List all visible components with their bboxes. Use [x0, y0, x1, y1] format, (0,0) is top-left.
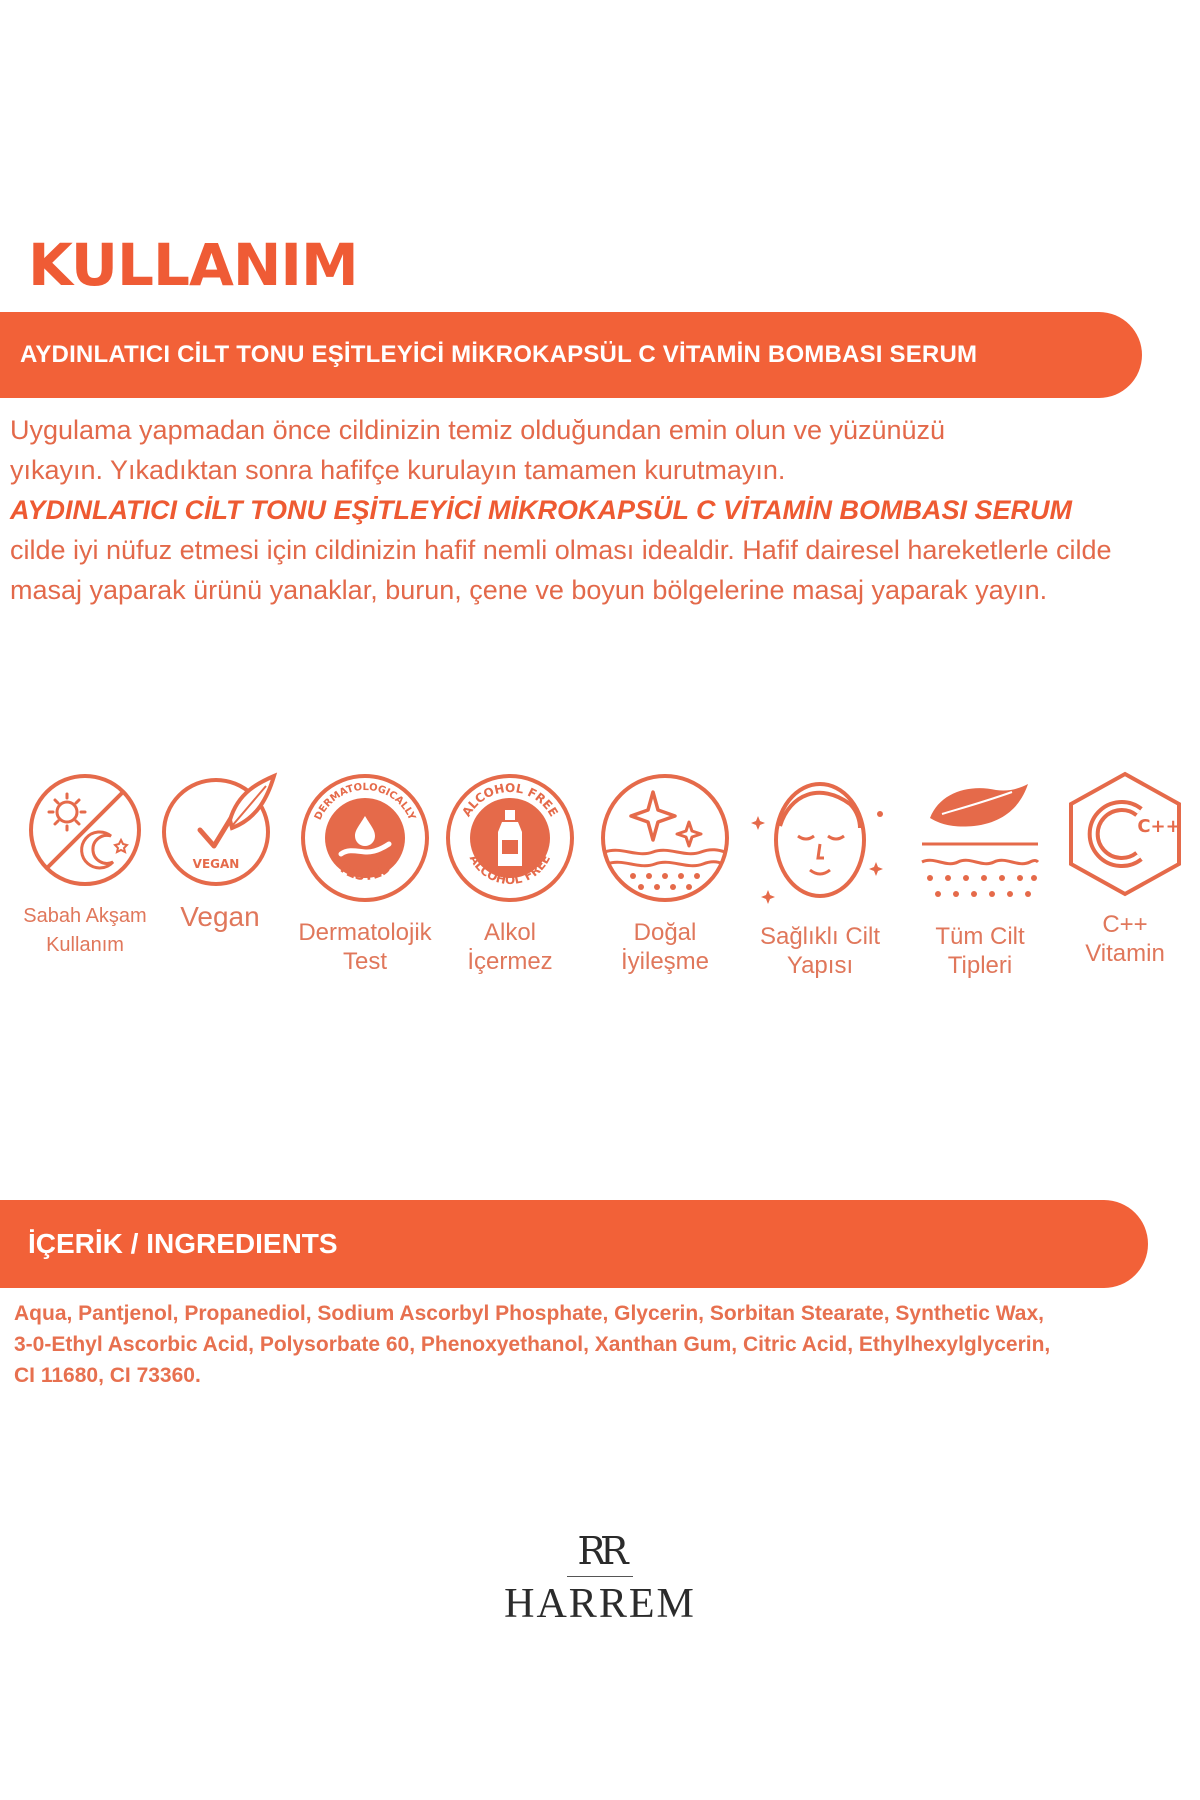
usage-line-4: masaj yaparak ürünü yanaklar, burun, çene ve boyun bölgelerine masaj yaparak yayın.	[10, 575, 1048, 605]
feature-skintypes-label-1: Tüm Cilt	[935, 923, 1025, 950]
ingredients-banner	[0, 1200, 1148, 1288]
feature-healing-label-1: Doğal	[633, 919, 697, 946]
feature-healthy-label-2: Yapısı	[786, 952, 854, 979]
natural-healing-icon	[597, 770, 733, 906]
ingredients-line-3: CI 11680, CI 73360.	[14, 1364, 201, 1387]
product-name-banner-text: AYDINLATICI CİLT TONU EŞİTLEYİCİ MİKROKAPSÜL C VİTAMİN BOMBASI SERUM	[20, 341, 978, 368]
usage-line-3: cilde iyi nüfuz etmesi için cildinizin hafif nemli olması idealdir. Hafif dairesel hareketlerle cilde	[10, 535, 1112, 565]
product-name-banner	[0, 312, 1142, 398]
feature-derm-label-2: Test	[342, 948, 387, 975]
dermatologically-tested-icon	[297, 770, 433, 906]
feature-vitamin-label-1: C++	[1102, 911, 1148, 938]
vegan-leaf-icon	[160, 770, 280, 890]
usage-instructions	[10, 410, 1180, 610]
ingredients-banner-text: İÇERİK / INGREDIENTS	[28, 1228, 338, 1259]
ingredients-list	[14, 1298, 1186, 1391]
brand-monogram: RR	[577, 1529, 623, 1573]
feature-vegan	[160, 770, 280, 931]
feature-alcohol-label-2: İçermez	[467, 948, 553, 975]
feature-healthy-skin	[750, 770, 890, 980]
all-skin-types-icon	[912, 770, 1048, 910]
brand-logo	[0, 1529, 1200, 1627]
feature-healing-label-2: İyileşme	[620, 948, 710, 975]
vitamin-badge-text: C++	[1137, 816, 1181, 837]
usage-product-emphasis: AYDINLATICI CİLT TONU EŞİTLEYİCİ MİKROKAPSÜL C VİTAMİN BOMBASI SERUM	[10, 495, 1073, 525]
feature-all-skin-types	[910, 770, 1050, 980]
brand-divider	[567, 1576, 633, 1577]
usage-title: KULLANIM	[28, 231, 358, 299]
alcohol-badge-bottom-text: ALCOHOL FREE	[466, 852, 554, 888]
feature-day-night	[20, 770, 150, 960]
feature-vitamin-label-2: Vitamin	[1085, 940, 1165, 967]
c-plus-plus-hexagon-icon	[1063, 770, 1187, 898]
feature-alcohol-label-1: Alkol	[483, 919, 537, 946]
feature-derm-label-1: Dermatolojik	[298, 919, 432, 946]
ingredients-line-2: 3-0-Ethyl Ascorbic Acid, Polysorbate 60, Phenoxyethanol, Xanthan Gum, Citric Acid, Ethylhexylglycerin,	[14, 1333, 1051, 1356]
alcohol-free-icon	[442, 770, 578, 906]
feature-vegan-label: Vegan	[180, 901, 260, 932]
usage-line-2: yıkayın. Yıkadıktan sonra hafifçe kurulayın tamamen kurutmayın.	[10, 455, 786, 485]
feature-skintypes-label-2: Tipleri	[947, 952, 1013, 979]
sun-moon-icon	[25, 770, 145, 890]
alcohol-badge-top-text: ALCOHOL FREE	[459, 780, 561, 820]
derm-badge-bottom-text: TESTED	[335, 859, 395, 885]
feature-dermatological-test	[290, 770, 440, 976]
brand-name: HARREM	[504, 1581, 696, 1627]
healthy-skin-face-icon	[750, 770, 890, 910]
feature-vitamin-c	[1060, 770, 1190, 968]
feature-icons-row	[0, 770, 1200, 1000]
vegan-badge-text: VEGAN	[192, 857, 240, 871]
feature-alcohol-free	[440, 770, 580, 976]
ingredients-line-1: Aqua, Pantjenol, Propanediol, Sodium Ascorbyl Phosphate, Glycerin, Sorbitan Stearate, Synthetic Wax,	[14, 1302, 1044, 1325]
derm-badge-top-text: DERMATOLOGICALLY	[312, 781, 418, 822]
feature-day-night-label-2: Kullanım	[46, 934, 124, 956]
feature-healthy-label-1: Sağlıklı Cilt	[759, 923, 881, 950]
feature-day-night-label-1: Sabah Akşam	[23, 905, 147, 927]
usage-line-1: Uygulama yapmadan önce cildinizin temiz olduğundan emin olun ve yüzünüzü	[10, 415, 946, 445]
feature-natural-healing	[595, 770, 735, 976]
